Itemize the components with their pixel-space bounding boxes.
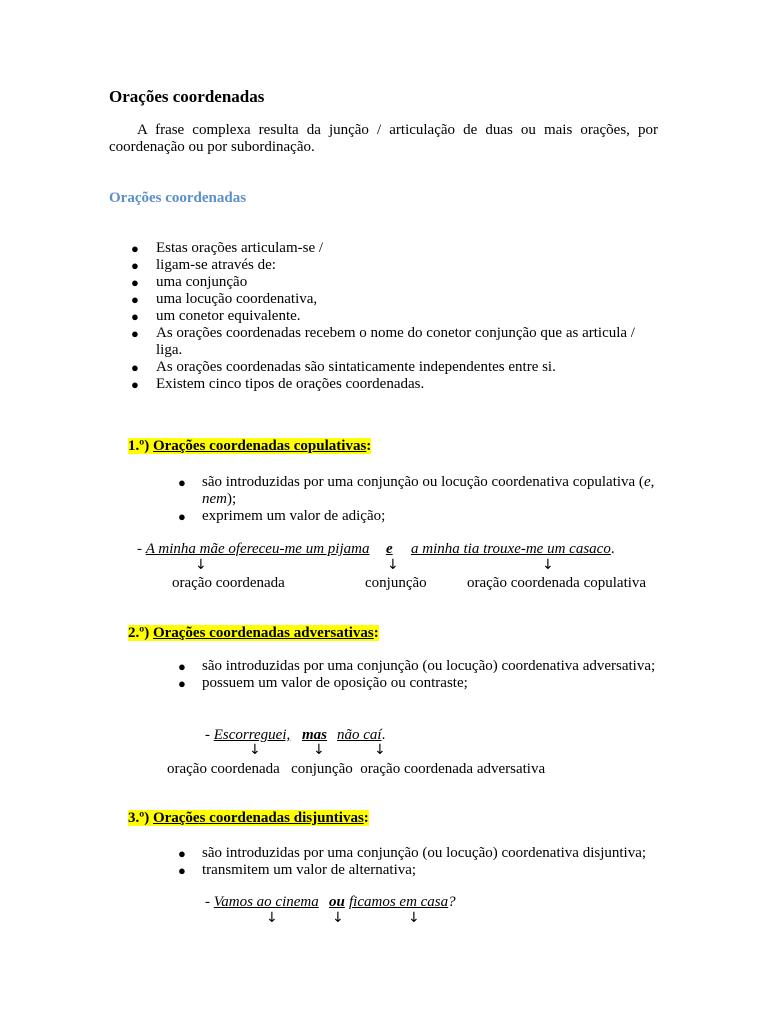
list-item: ● Existem cinco tipos de orações coordenadas. [131,376,425,392]
bullet-icon: ● [131,309,139,324]
list-item: ● um conetor equivalente. [131,308,301,324]
label-conjunction: conjunção [365,575,427,591]
bullet-icon: ● [131,292,139,307]
bullet-icon: ● [178,863,186,878]
list-item: ● uma conjunção [131,274,248,290]
down-arrow-icon: ↓ [266,910,278,926]
section-2-heading: 2.º) Orações coordenadas adversativas: [128,625,379,641]
down-arrow-icon: ↓ [195,557,207,573]
bullet-icon: ● [178,475,186,490]
example-sentence-1: - A minha mãe ofereceu-me um pijama [137,541,370,557]
bullet-icon: ● [131,241,139,256]
example-conjunction-2: mas [302,727,328,743]
list-item: ● As orações coordenadas recebem o nome do conetor conjunção que as articula / liga. [131,325,635,358]
example-clause-1b: a minha tia trouxe-me um casaco. [411,541,615,557]
down-arrow-icon: ↓ [374,742,386,758]
example-sentence-3: - Vamos ao cinema [205,894,319,910]
example-conjunction-3: ou [329,894,345,910]
down-arrow-icon: ↓ [542,557,554,573]
bullet-icon: ● [131,360,139,375]
list-item: ● transmitem um valor de alternativa; [178,862,417,878]
example-sentence-2: - Escorreguei, [205,727,291,743]
bullet-icon: ● [131,258,139,273]
section-1-bullets [178,474,658,525]
section-2-bullets [178,658,658,692]
down-arrow-icon: ↓ [332,910,344,926]
bullet-icon: ● [178,509,186,524]
example-2-labels: oração coordenada conjunção oração coordenada adversativa [167,761,546,777]
label-clause-type: oração coordenada copulativa [467,575,647,591]
bullet-icon: ● [131,275,139,290]
down-arrow-icon: ↓ [313,742,325,758]
down-arrow-icon: ↓ [387,557,399,573]
example-clause-3b: ficamos em casa? [349,894,456,910]
list-item: ● são introduzidas por uma conjunção (ou locução) coordenativa disjuntiva; [178,845,647,861]
bullet-icon: ● [178,846,186,861]
down-arrow-icon: ↓ [408,910,420,926]
bullet-icon: ● [178,659,186,674]
bullet-list [109,240,658,393]
down-arrow-icon: ↓ [249,742,261,758]
list-item: ● são introduzidas por uma conjunção (ou locução) coordenativa adversativa; [178,658,656,674]
list-item: ● possuem um valor de oposição ou contraste; [178,675,468,691]
list-item: ● exprimem um valor de adição; [178,508,386,524]
list-item: ● são introduzidas por uma conjunção ou locução coordenativa copulativa (e, nem); [178,474,655,507]
example-clause-2b: não caí. [337,727,386,743]
list-item: ● ligam-se através de: [131,257,276,273]
page-title: Orações coordenadas [109,87,265,106]
label-clause: oração coordenada [172,575,285,591]
list-item: ● As orações coordenadas são sintaticamente independentes entre si. [131,359,556,375]
section-3-heading: 3.º) Orações coordenadas disjuntivas: [128,810,369,826]
section-3-bullets [178,845,658,879]
section-1-heading: 1.º) Orações coordenadas copulativas: [128,438,372,454]
bullet-icon: ● [131,377,139,392]
list-item: ● Estas orações articulam-se / [131,240,324,256]
list-item: ● uma locução coordenativa, [131,291,318,307]
example-conjunction-1: e [386,541,393,557]
section-subheading: Orações coordenadas [109,190,247,206]
bullet-icon: ● [131,326,139,341]
bullet-icon: ● [178,676,186,691]
intro-paragraph: A frase complexa resulta da junção / articulação de duas ou mais orações, por coordenação ou por subordinação. [109,122,658,155]
